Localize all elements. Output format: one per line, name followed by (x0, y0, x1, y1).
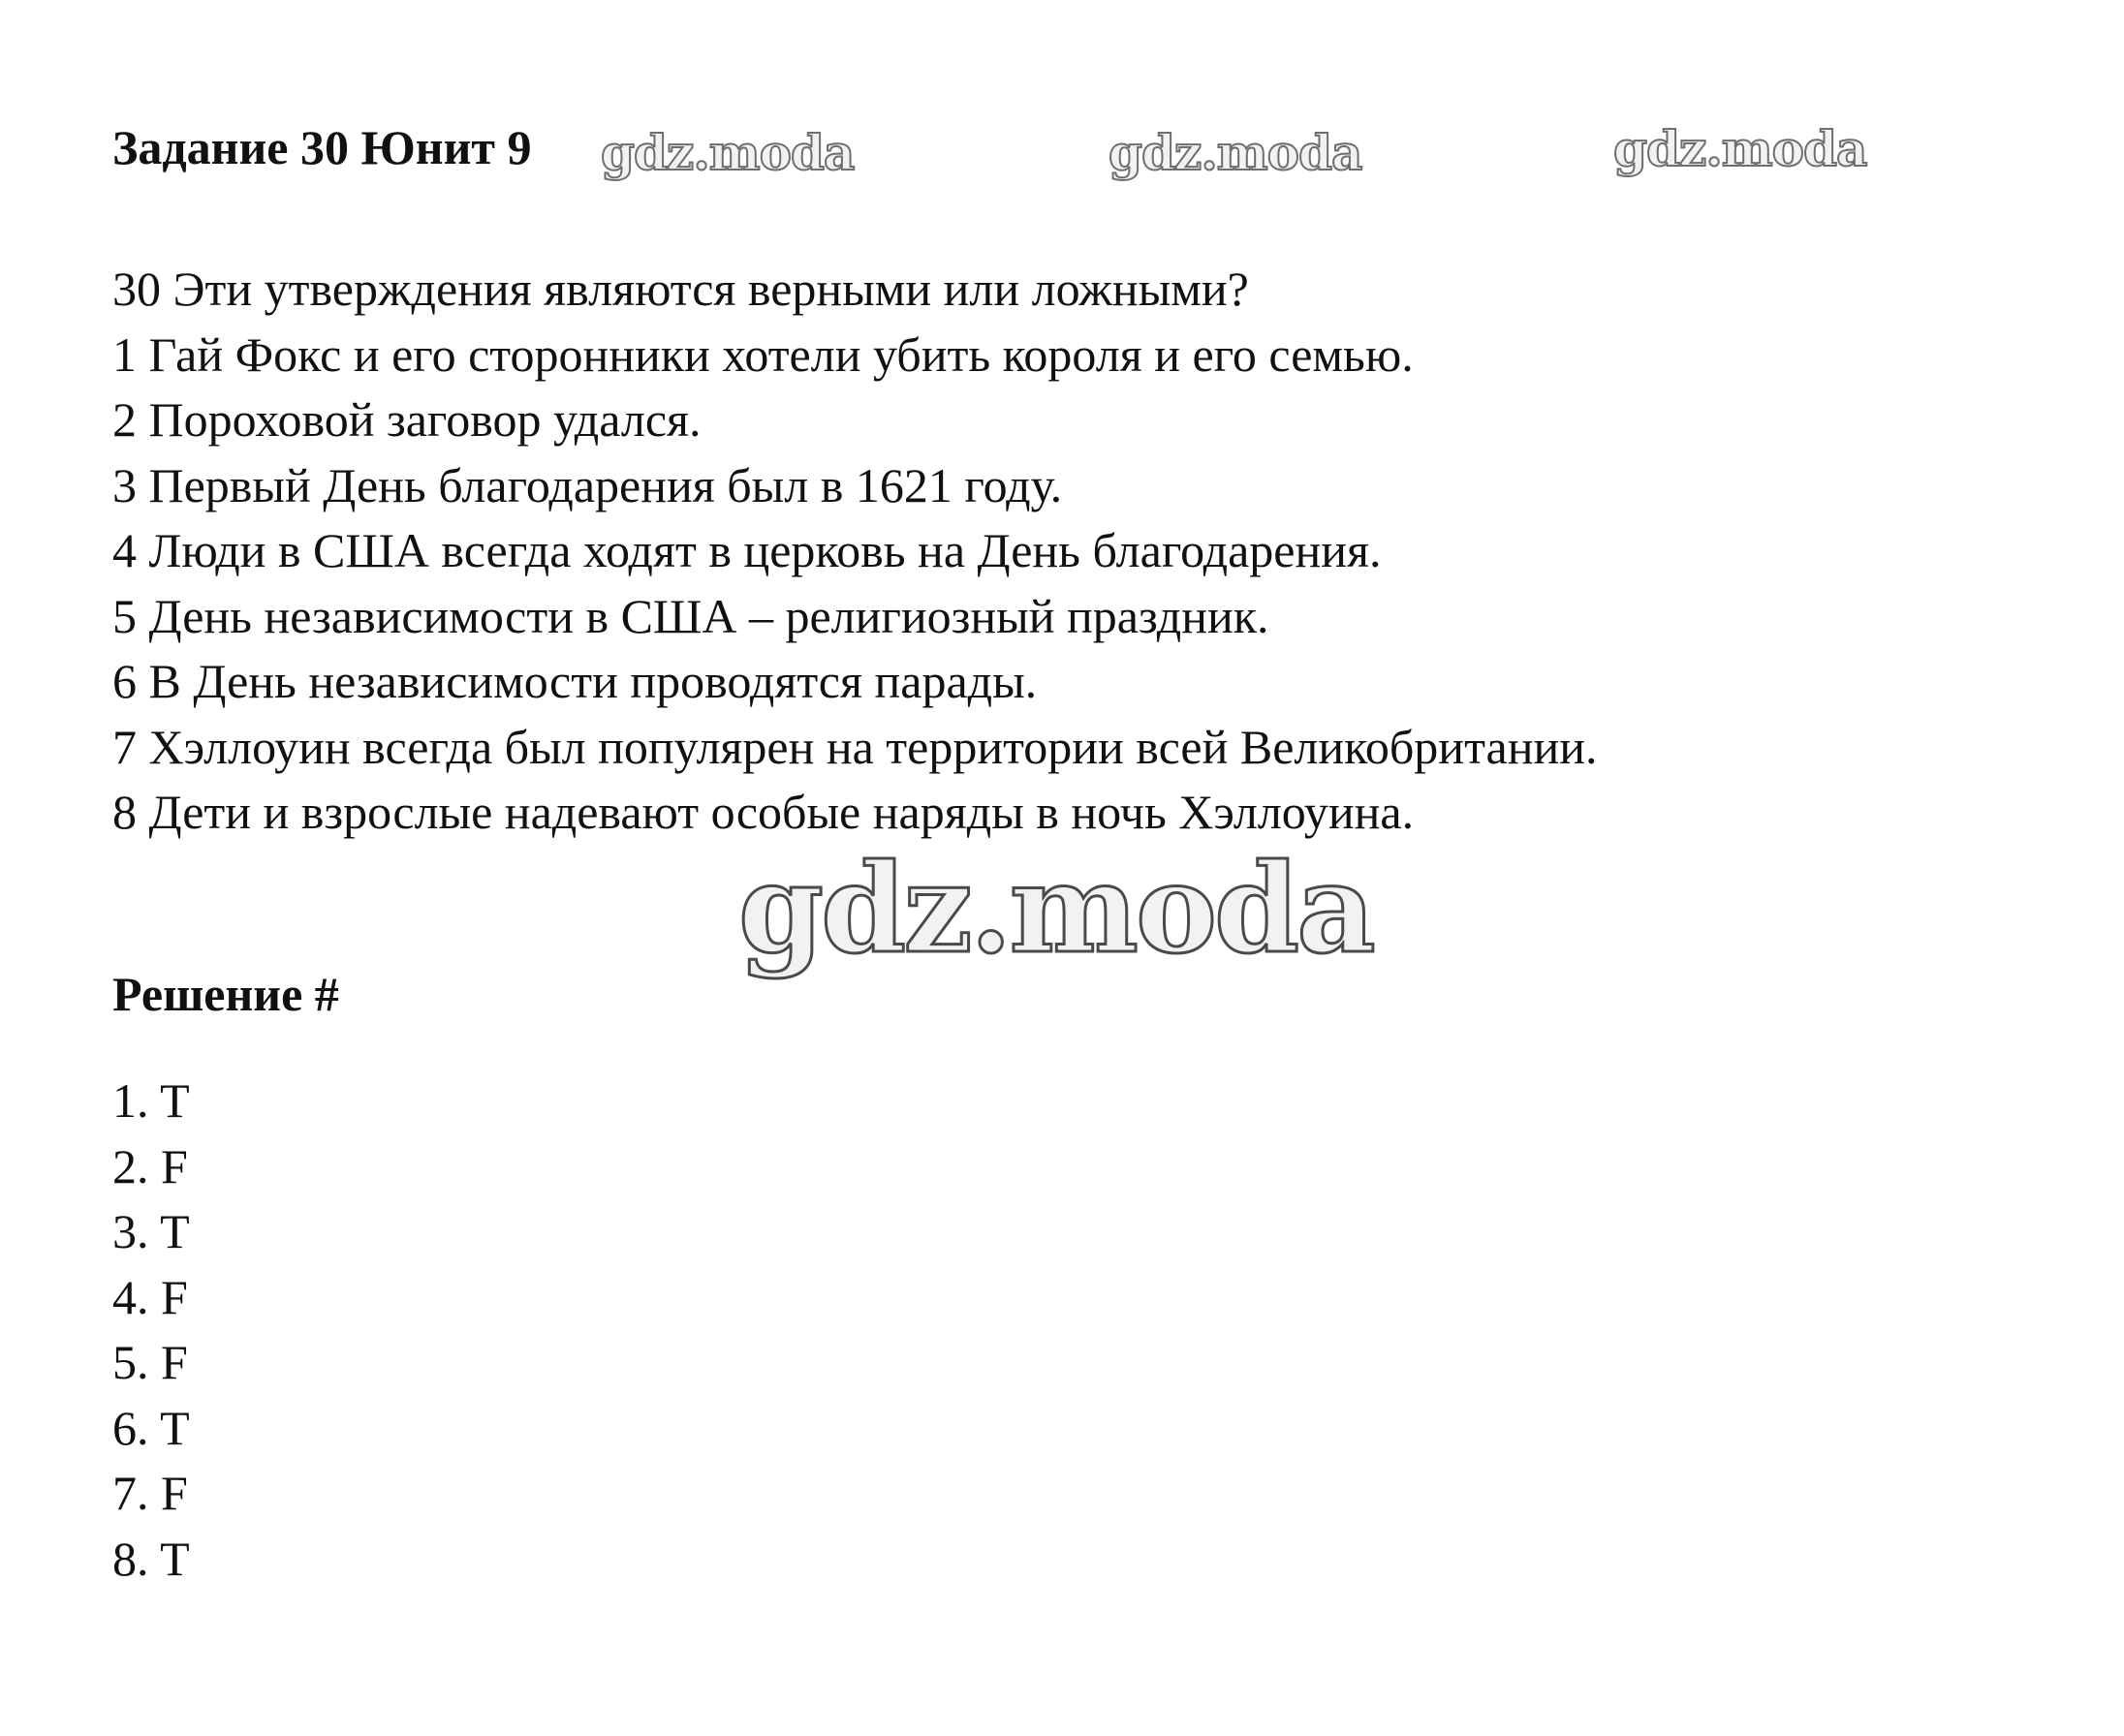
watermark-logo: gdz.moda (1109, 124, 1362, 181)
watermark-logo-large: gdz.moda (738, 837, 1373, 980)
answer-item: 4. F (112, 1269, 188, 1324)
answer-item: 1. T (112, 1073, 190, 1128)
statement-item: 8 Дети и взрослые надевают особые наряды в ночь Хэллоуина. (112, 785, 1415, 839)
statement-item: 5 День независимости в США – религиозный праздник. (112, 588, 1269, 643)
watermark-logo: gdz.moda (1613, 120, 1867, 177)
statement-item: 4 Люди в США всегда ходят в церковь на День благодарения. (112, 523, 1382, 577)
question-prompt: 30 Эти утверждения являются верными или ложными? (112, 262, 1249, 316)
statement-item: 7 Хэллоуин всегда был популярен на территории всей Великобритании. (112, 719, 1598, 774)
task-title: Задание 30 Юнит 9 (112, 120, 532, 174)
statement-item: 6 В День независимости проводятся парады. (112, 654, 1038, 708)
statement-item: 2 Пороховой заговор удался. (112, 392, 702, 447)
answers-list (112, 1069, 190, 1592)
answer-item: 5. F (112, 1335, 188, 1389)
answer-item: 8. T (112, 1531, 190, 1586)
statement-item: 3 Первый День благодарения был в 1621 году. (112, 457, 1063, 512)
question-block (112, 257, 1598, 846)
answer-item: 2. F (112, 1138, 188, 1194)
answer-item: 6. T (112, 1400, 190, 1455)
answer-item: 3. T (112, 1204, 190, 1258)
solution-title: Решение # (112, 967, 339, 1021)
watermark-logo: gdz.moda (601, 124, 855, 181)
statement-item: 1 Гай Фокс и его сторонники хотели убить короля и его семью. (112, 326, 1414, 382)
answer-item: 7. F (112, 1466, 188, 1520)
